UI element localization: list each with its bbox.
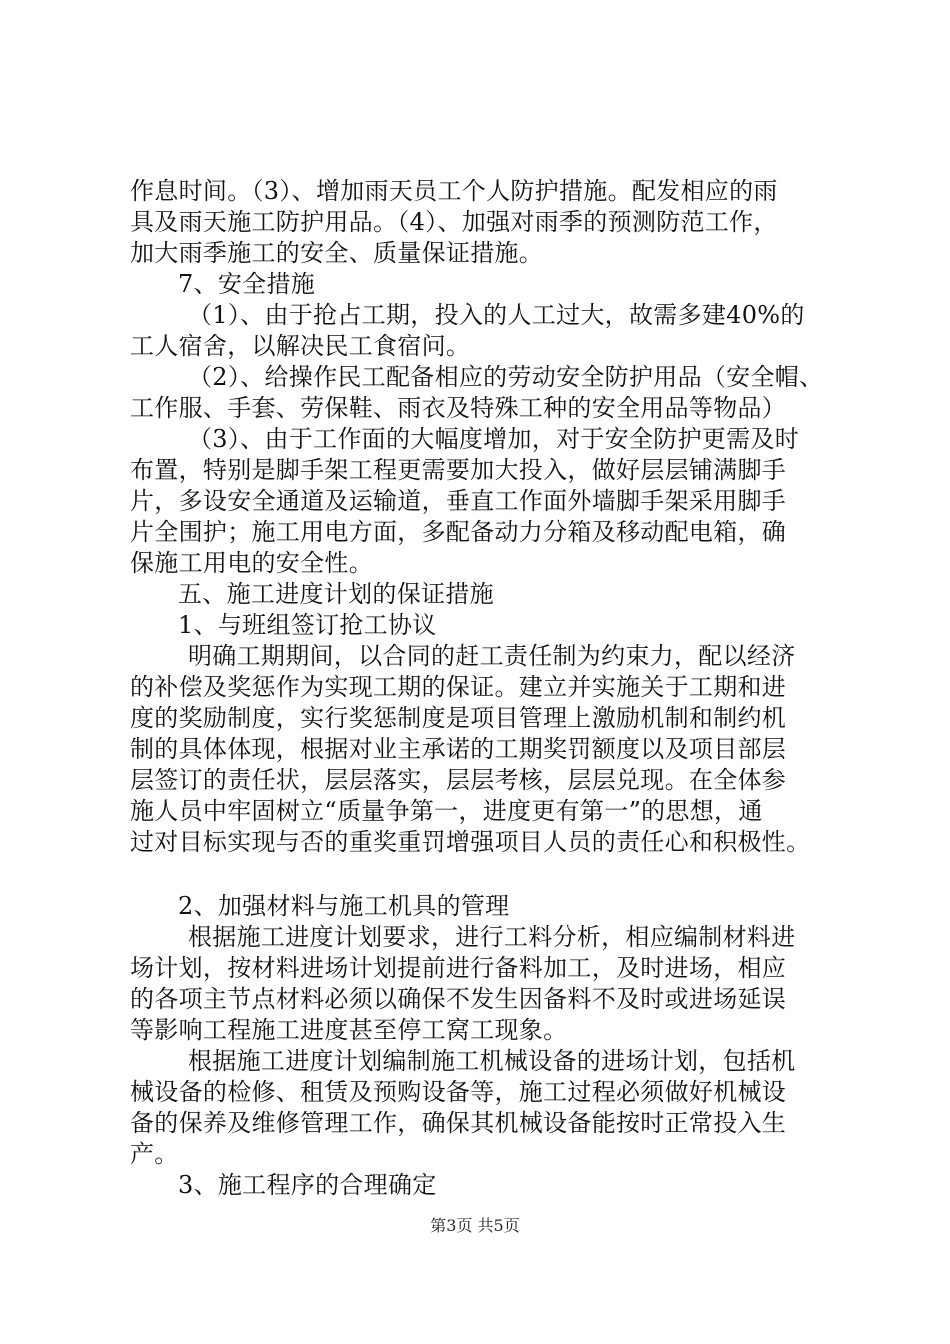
page-number-footer: 第3页 共5页 — [430, 1216, 520, 1235]
text-line: 层签订的责任状，层层落实，层层考核，层层兑现。在全体参 — [130, 766, 787, 794]
paragraph-gap — [130, 858, 850, 891]
text-line: 工人宿舍，以解决民工食宿问。 — [130, 332, 471, 360]
text-line: 施人员中牢固树立“质量争第一，进度更有第一”的思想，通 — [130, 797, 763, 825]
text-line: 片全围护；施工用电方面，多配备动力分箱及移动配电箱，确 — [130, 518, 787, 546]
text-line: （1）、由于抢占工期，投入的人工过大，故需多建40%的 — [188, 301, 805, 329]
text-line: 工作服、手套、劳保鞋、雨衣及特殊工种的安全用品等物品） — [130, 394, 787, 422]
section-heading-schedule-guarantee: 五、施工进度计划的保证措施 — [178, 580, 494, 608]
subsection-heading: 1、与班组签订抢工协议 — [178, 611, 437, 639]
text-line: 保施工用电的安全性。 — [130, 549, 373, 577]
subsection-heading: 3、施工程序的合理确定 — [178, 1171, 437, 1199]
text-line: 的补偿及奖惩作为实现工期的保证。建立并实施关于工期和进 — [130, 673, 787, 701]
text-line: （3）、由于工作面的大幅度增加，对于安全防护更需及时 — [188, 425, 800, 453]
text-line: 布置，特别是脚手架工程更需要加大投入，做好层层铺满脚手 — [130, 456, 787, 484]
text-line: 根据施工进度计划要求，进行工料分析，相应编制材料进 — [188, 923, 796, 951]
text-line: 备的保养及维修管理工作，确保其机械设备能按时正常投入生 — [130, 1109, 787, 1137]
text-line: 作息时间。（3）、增加雨天员工个人防护措施。配发相应的雨 — [130, 177, 778, 205]
text-line: 根据施工进度计划编制施工机械设备的进场计划，包括机 — [188, 1047, 796, 1075]
text-line: 产。 — [130, 1140, 179, 1168]
section-heading-safety-measures: 7、安全措施 — [178, 270, 316, 298]
text-line: 等影响工程施工进度甚至停工窝工现象。 — [130, 1016, 568, 1044]
text-line: 明确工期期间，以合同的赶工责任制为约束力，配以经济 — [188, 642, 796, 670]
text-line: 具及雨天施工防护用品。（4）、加强对雨季的预测防范工作， — [130, 208, 778, 236]
text-line: 的各项主节点材料必须以确保不发生因备料不及时或进场延误 — [130, 985, 787, 1013]
text-line: 度的奖励制度，实行奖惩制度是项目管理上激励机制和制约机 — [130, 704, 787, 732]
document-body — [130, 176, 850, 1201]
text-line: 场计划，按材料进场计划提前进行备料加工，及时进场，相应 — [130, 954, 787, 982]
text-line: 片，多设安全通道及运输道，垂直工作面外墙脚手架采用脚手 — [130, 487, 787, 515]
text-line: 过对目标实现与否的重奖重罚增强项目人员的责任心和积极性。 — [130, 828, 811, 856]
text-line: 制的具体体现，根据对业主承诺的工期奖罚额度以及项目部层 — [130, 735, 787, 763]
text-line: 械设备的检修、租赁及预购设备等，施工过程必须做好机械设 — [130, 1078, 787, 1106]
subsection-heading: 2、加强材料与施工机具的管理 — [178, 892, 510, 920]
text-line: 加大雨季施工的安全、质量保证措施。 — [130, 239, 544, 267]
text-line: （2）、给操作民工配备相应的劳动安全防护用品（安全帽、 — [188, 363, 824, 391]
